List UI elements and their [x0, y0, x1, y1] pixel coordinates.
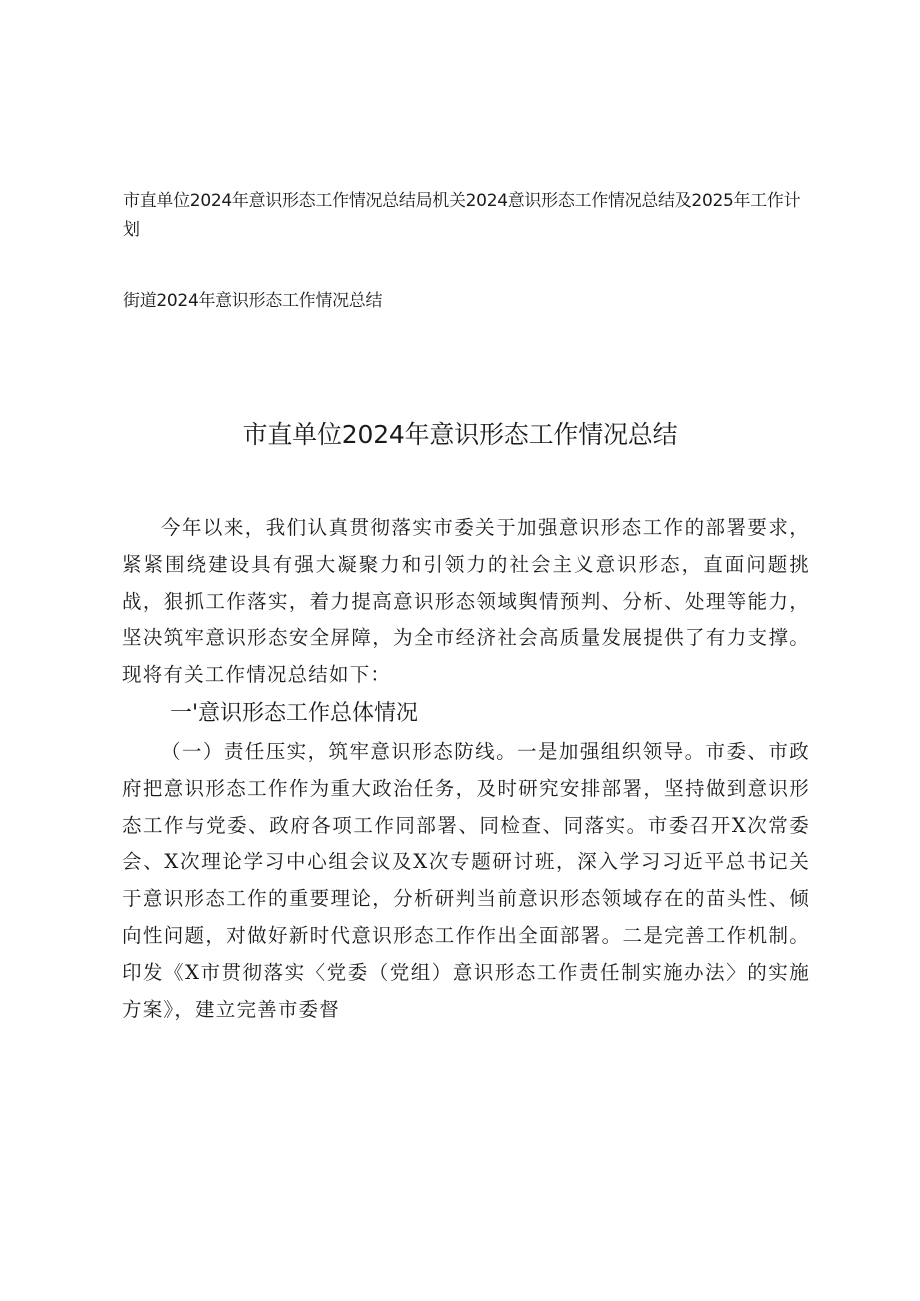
section-1-paragraph-1: （一）责任压实，筑牢意识形态防线。一是加强组织领导。市委、市政府把意识形态工作作为重大政治任务，及时研究安排部署，坚持做到意识形态工作与党委、政府各项工作同部署、同检查、同落实。市委召开X次常委会、X次理论学习中心组会议及X次专题研讨班，深入学习习近平总书记关于意识形态工作的重要理论，分析研判当前意识形态领域存在的苗头性、倾向性问题，对做好新时代意识形态工作作出全面部署。二是完善工作机制。印发《X市贯彻落实〈党委（党组）意识形态工作责任制实施办法〉的实施方案》，建立完善市委督 [122, 739, 810, 1021]
document-title: 市直单位2024年意识形态工作情况总结 [242, 420, 678, 449]
document-body [122, 510, 810, 1028]
toc-line-1: 市直单位2024年意识形态工作情况总结局机关2024意识形态工作情况总结及2025年工作计划 [123, 191, 801, 240]
section-heading-1: 一'意识形态工作总体情况 [170, 700, 419, 726]
table-of-contents [123, 187, 813, 316]
toc-line-2: 街道2024年意识形态工作情况总结 [123, 291, 383, 311]
intro-paragraph: 今年以来，我们认真贯彻落实市委关于加强意识形态工作的部署要求，紧紧围绕建设具有强大凝聚力和引领力的社会主义意识形态，直面问题挑战，狠抓工作落实，着力提高意识形态领域舆情预判、分析、处理等能力，坚决筑牢意识形态安全屏障，为全市经济社会高质量发展提供了有力支撑。现将有关工作情况总结如下： [122, 516, 810, 687]
